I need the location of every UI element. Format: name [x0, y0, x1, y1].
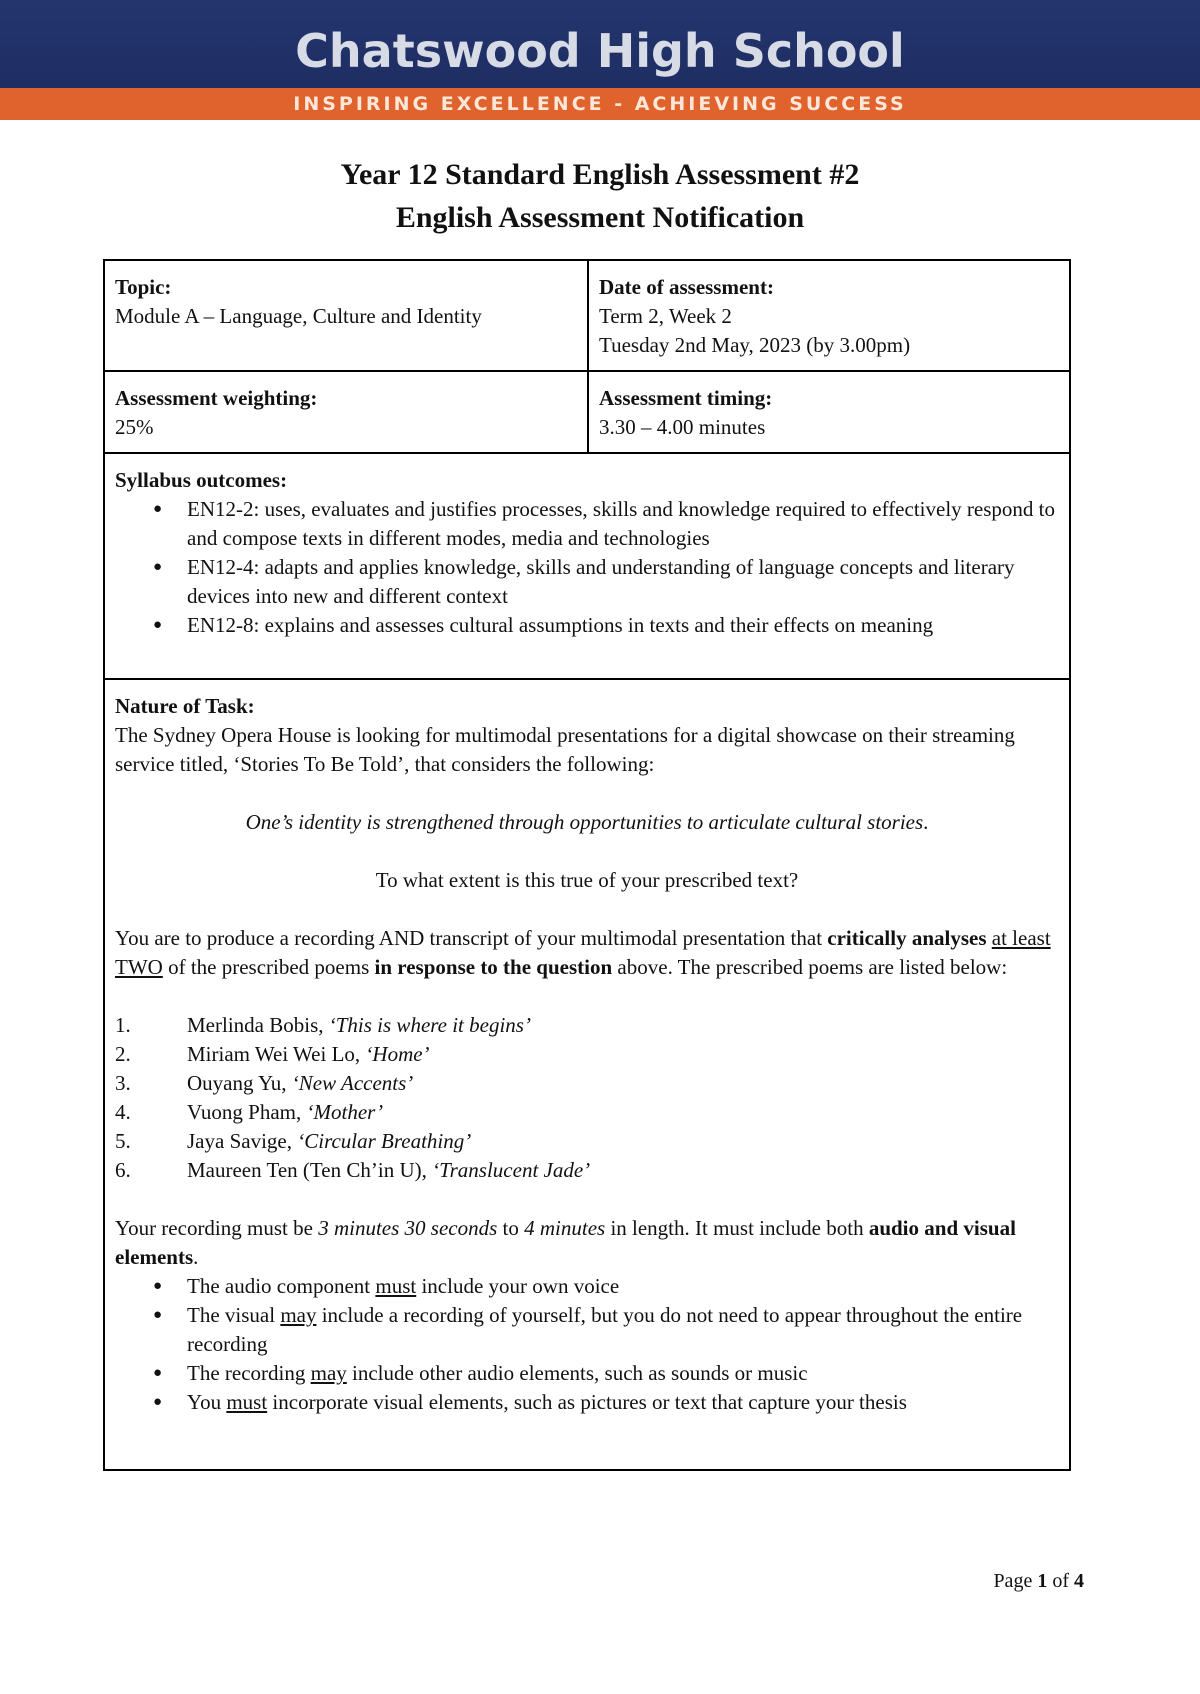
- weighting-label: Assessment weighting:: [115, 386, 318, 410]
- row-task: [105, 680, 1069, 1469]
- outcome-item: ● EN12-2: uses, evaluates and justifies processes, skills and knowledge required to effectively respond to and compose texts in different modes, media and technologies: [115, 495, 1059, 553]
- date-cell: [587, 261, 1069, 370]
- title-line-1: Year 12 Standard English Assessment #2: [340, 158, 860, 191]
- date-label: Date of assessment:: [599, 275, 774, 299]
- row-outcomes: [105, 454, 1069, 680]
- outcome-item: ● EN12-4: adapts and applies knowledge, skills and understanding of language concepts and literary devices into new and different context: [115, 553, 1059, 611]
- task-label: Nature of Task:: [115, 694, 255, 718]
- date-line-2: Tuesday 2nd May, 2023 (by 3.00pm): [599, 333, 911, 357]
- school-name: Chatswood High School: [295, 24, 905, 78]
- outcomes-cell: [105, 454, 1069, 678]
- school-tagline: INSPIRING EXCELLENCE - ACHIEVING SUCCESS: [293, 93, 907, 115]
- timing-value: 3.30 – 4.00 minutes: [599, 415, 766, 439]
- row-topic-date: [105, 261, 1069, 372]
- assessment-table: [103, 259, 1071, 1471]
- requirement-list: [115, 1272, 1059, 1417]
- poem-item: 1. Merlinda Bobis, ‘This is where it begins’: [115, 1013, 531, 1037]
- outcomes-label: Syllabus outcomes:: [115, 468, 288, 492]
- document-title: [0, 153, 1200, 239]
- task-intro: The Sydney Opera House is looking for multimodal presentations for a digital showcase on their streaming service titled, ‘Stories To Be Told’, that considers the following:: [115, 723, 1015, 776]
- header-tagline-bar: [0, 88, 1200, 120]
- requirement-item: ● The recording may include other audio elements, such as sounds or music: [115, 1359, 1059, 1388]
- outcomes-list: [115, 495, 1059, 640]
- outcome-item: ● EN12-8: explains and assesses cultural assumptions in texts and their effects on meaning: [115, 611, 1059, 640]
- poem-item: 4. Vuong Pham, ‘Mother’: [115, 1100, 384, 1124]
- date-line-1: Term 2, Week 2: [599, 304, 732, 328]
- header-banner: [0, 0, 1200, 88]
- topic-value: Module A – Language, Culture and Identity: [115, 304, 482, 328]
- requirement-item: ● The audio component must include your own voice: [115, 1272, 1059, 1301]
- poem-item: 3. Ouyang Yu, ‘New Accents’: [115, 1071, 414, 1095]
- poem-item: 2. Miriam Wei Wei Lo, ‘Home’: [115, 1042, 430, 1066]
- page-number: Page 1 of 4: [993, 1570, 1084, 1592]
- task-instructions: You are to produce a recording AND transcript of your multimodal presentation that critically analyses at least TWO of the prescribed poems in response to the question above. The prescribed poems are listed below:: [115, 926, 1051, 979]
- topic-label: Topic:: [115, 275, 172, 299]
- weighting-cell: [105, 372, 587, 452]
- task-quote: One’s identity is strengthened through opportunities to articulate cultural stories.: [245, 810, 929, 834]
- task-cell: [105, 680, 1069, 1469]
- weighting-value: 25%: [115, 415, 154, 439]
- requirement-item: ● The visual may include a recording of yourself, but you do not need to appear throughout the entire recording: [115, 1301, 1059, 1359]
- poem-item: 5. Jaya Savige, ‘Circular Breathing’: [115, 1129, 472, 1153]
- topic-cell: [105, 261, 587, 370]
- poem-list: [115, 1011, 1059, 1185]
- timing-label: Assessment timing:: [599, 386, 773, 410]
- timing-cell: [587, 372, 1069, 452]
- poem-item: 6. Maureen Ten (Ten Ch’in U), ‘Translucent Jade’: [115, 1158, 591, 1182]
- task-length-requirement: Your recording must be 3 minutes 30 seconds to 4 minutes in length. It must include both audio and visual elements.: [115, 1216, 1016, 1269]
- row-weighting-timing: [105, 372, 1069, 454]
- task-question: To what extent is this true of your prescribed text?: [375, 868, 799, 892]
- title-line-2: English Assessment Notification: [395, 201, 805, 234]
- requirement-item: ● You must incorporate visual elements, such as pictures or text that capture your thesis: [115, 1388, 1059, 1417]
